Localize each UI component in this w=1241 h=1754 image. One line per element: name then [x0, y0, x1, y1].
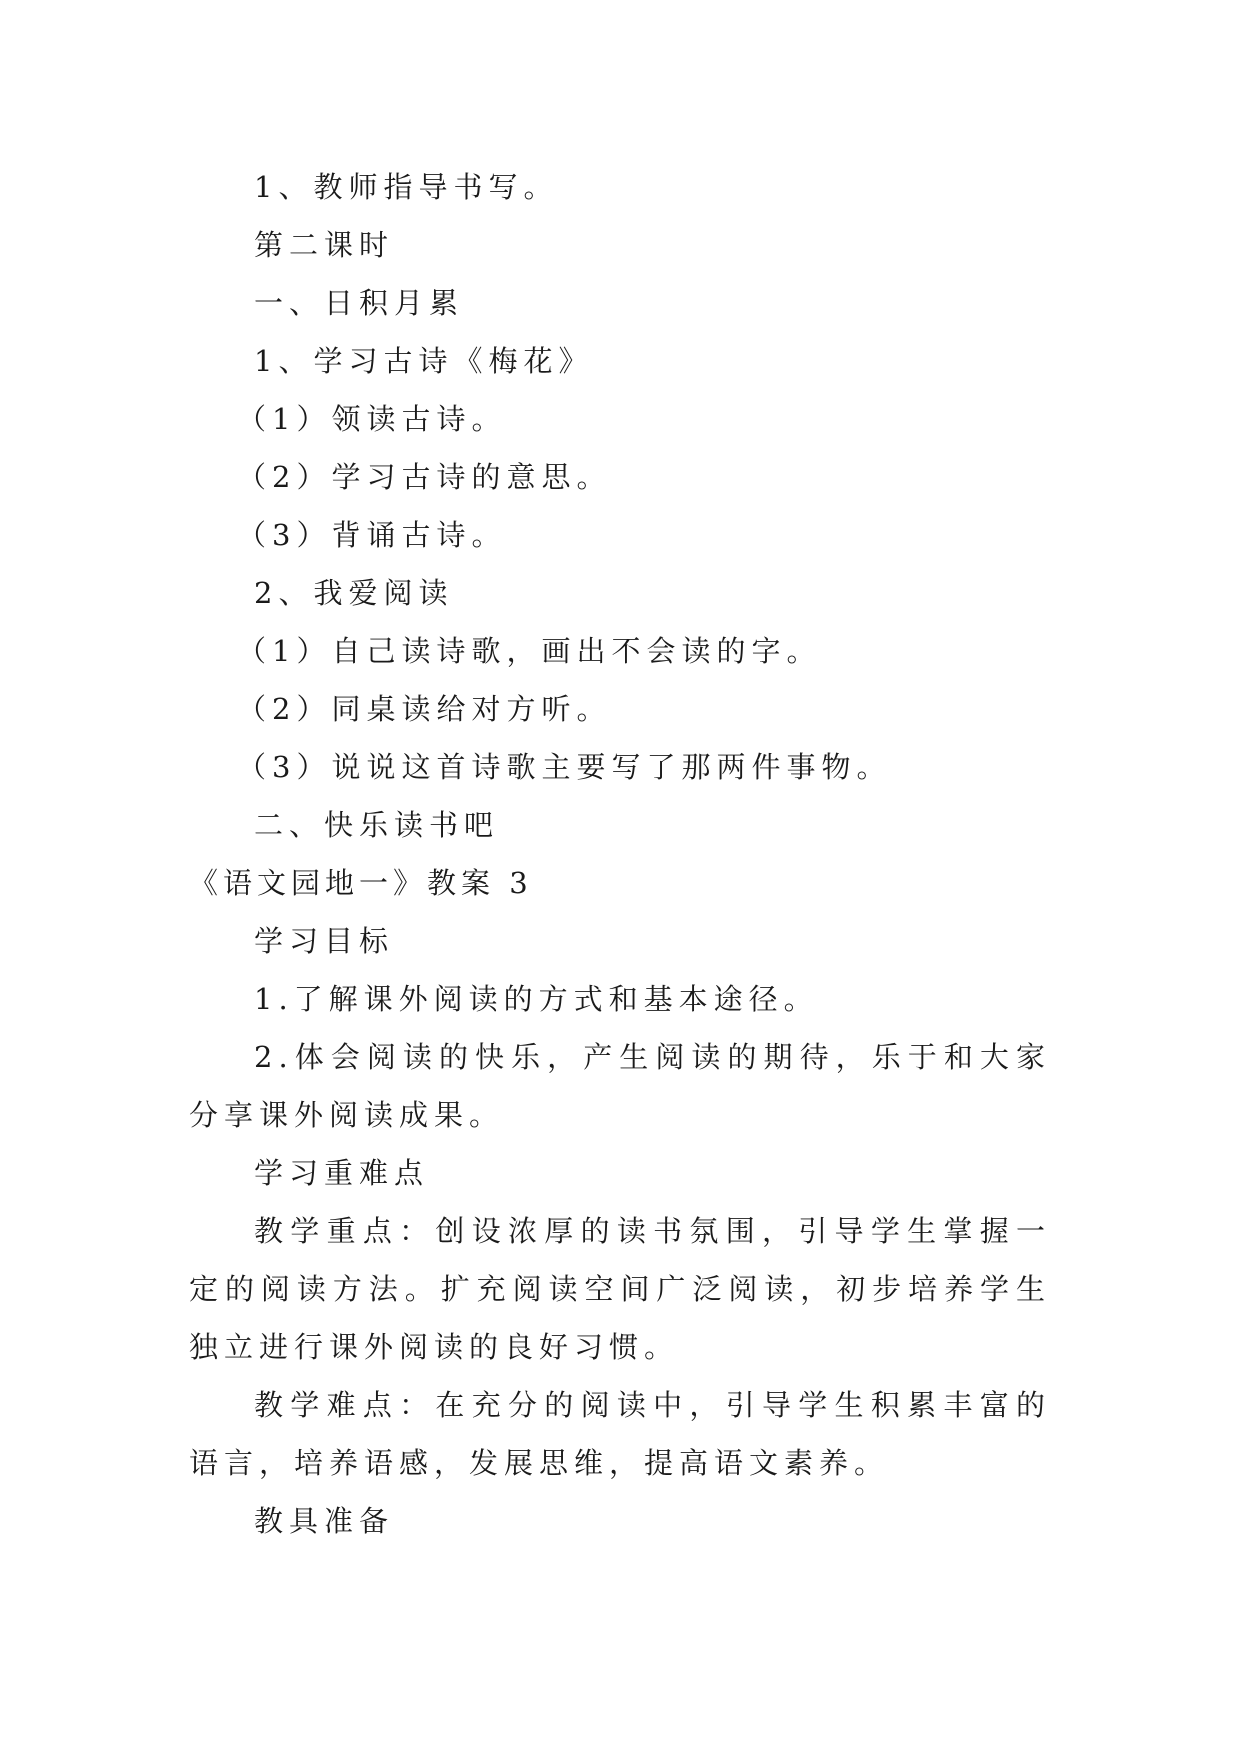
text-line: （2）同桌读给对方听。 — [237, 692, 612, 726]
text-line: （2）学习古诗的意思。 — [237, 460, 612, 494]
difficulty-heading: 学习重难点 — [254, 1156, 430, 1190]
lesson-heading: 第二课时 — [254, 228, 395, 262]
text-line: （3）背诵古诗。 — [237, 518, 507, 552]
key-point-paragraph: 教学重点：创设浓厚的读书氛围，引导学生掌握一定的阅读方法。扩充阅读空间广泛阅读，初步培养学生独立进行课外阅读的良好习惯。 — [189, 1214, 1051, 1364]
difficult-point-paragraph: 教学难点：在充分的阅读中，引导学生积累丰富的语言，培养语感，发展思维，提高语文素养。 — [189, 1388, 1051, 1480]
section-heading: 一、日积月累 — [254, 286, 465, 320]
document-body — [189, 158, 1051, 1550]
text-line: （1）领读古诗。 — [237, 402, 507, 436]
tools-heading: 教具准备 — [254, 1504, 395, 1538]
section-heading: 二、快乐读书吧 — [254, 808, 500, 842]
text-line: 1、教师指导书写。 — [254, 170, 559, 204]
text-line: （3）说说这首诗歌主要写了那两件事物。 — [237, 750, 892, 784]
text-line: 1、学习古诗《梅花》 — [254, 344, 594, 378]
goal-item: 2.体会阅读的快乐，产生阅读的期待，乐于和大家分享课外阅读成果。 — [189, 1040, 1051, 1132]
text-line: 2、我爱阅读 — [254, 576, 454, 610]
goal-item: 1.了解课外阅读的方式和基本途径。 — [254, 982, 819, 1016]
goals-heading: 学习目标 — [254, 924, 395, 958]
text-line: （1）自己读诗歌，画出不会读的字。 — [237, 634, 822, 668]
document-title: 《语文园地一》教案 3 — [189, 866, 533, 900]
